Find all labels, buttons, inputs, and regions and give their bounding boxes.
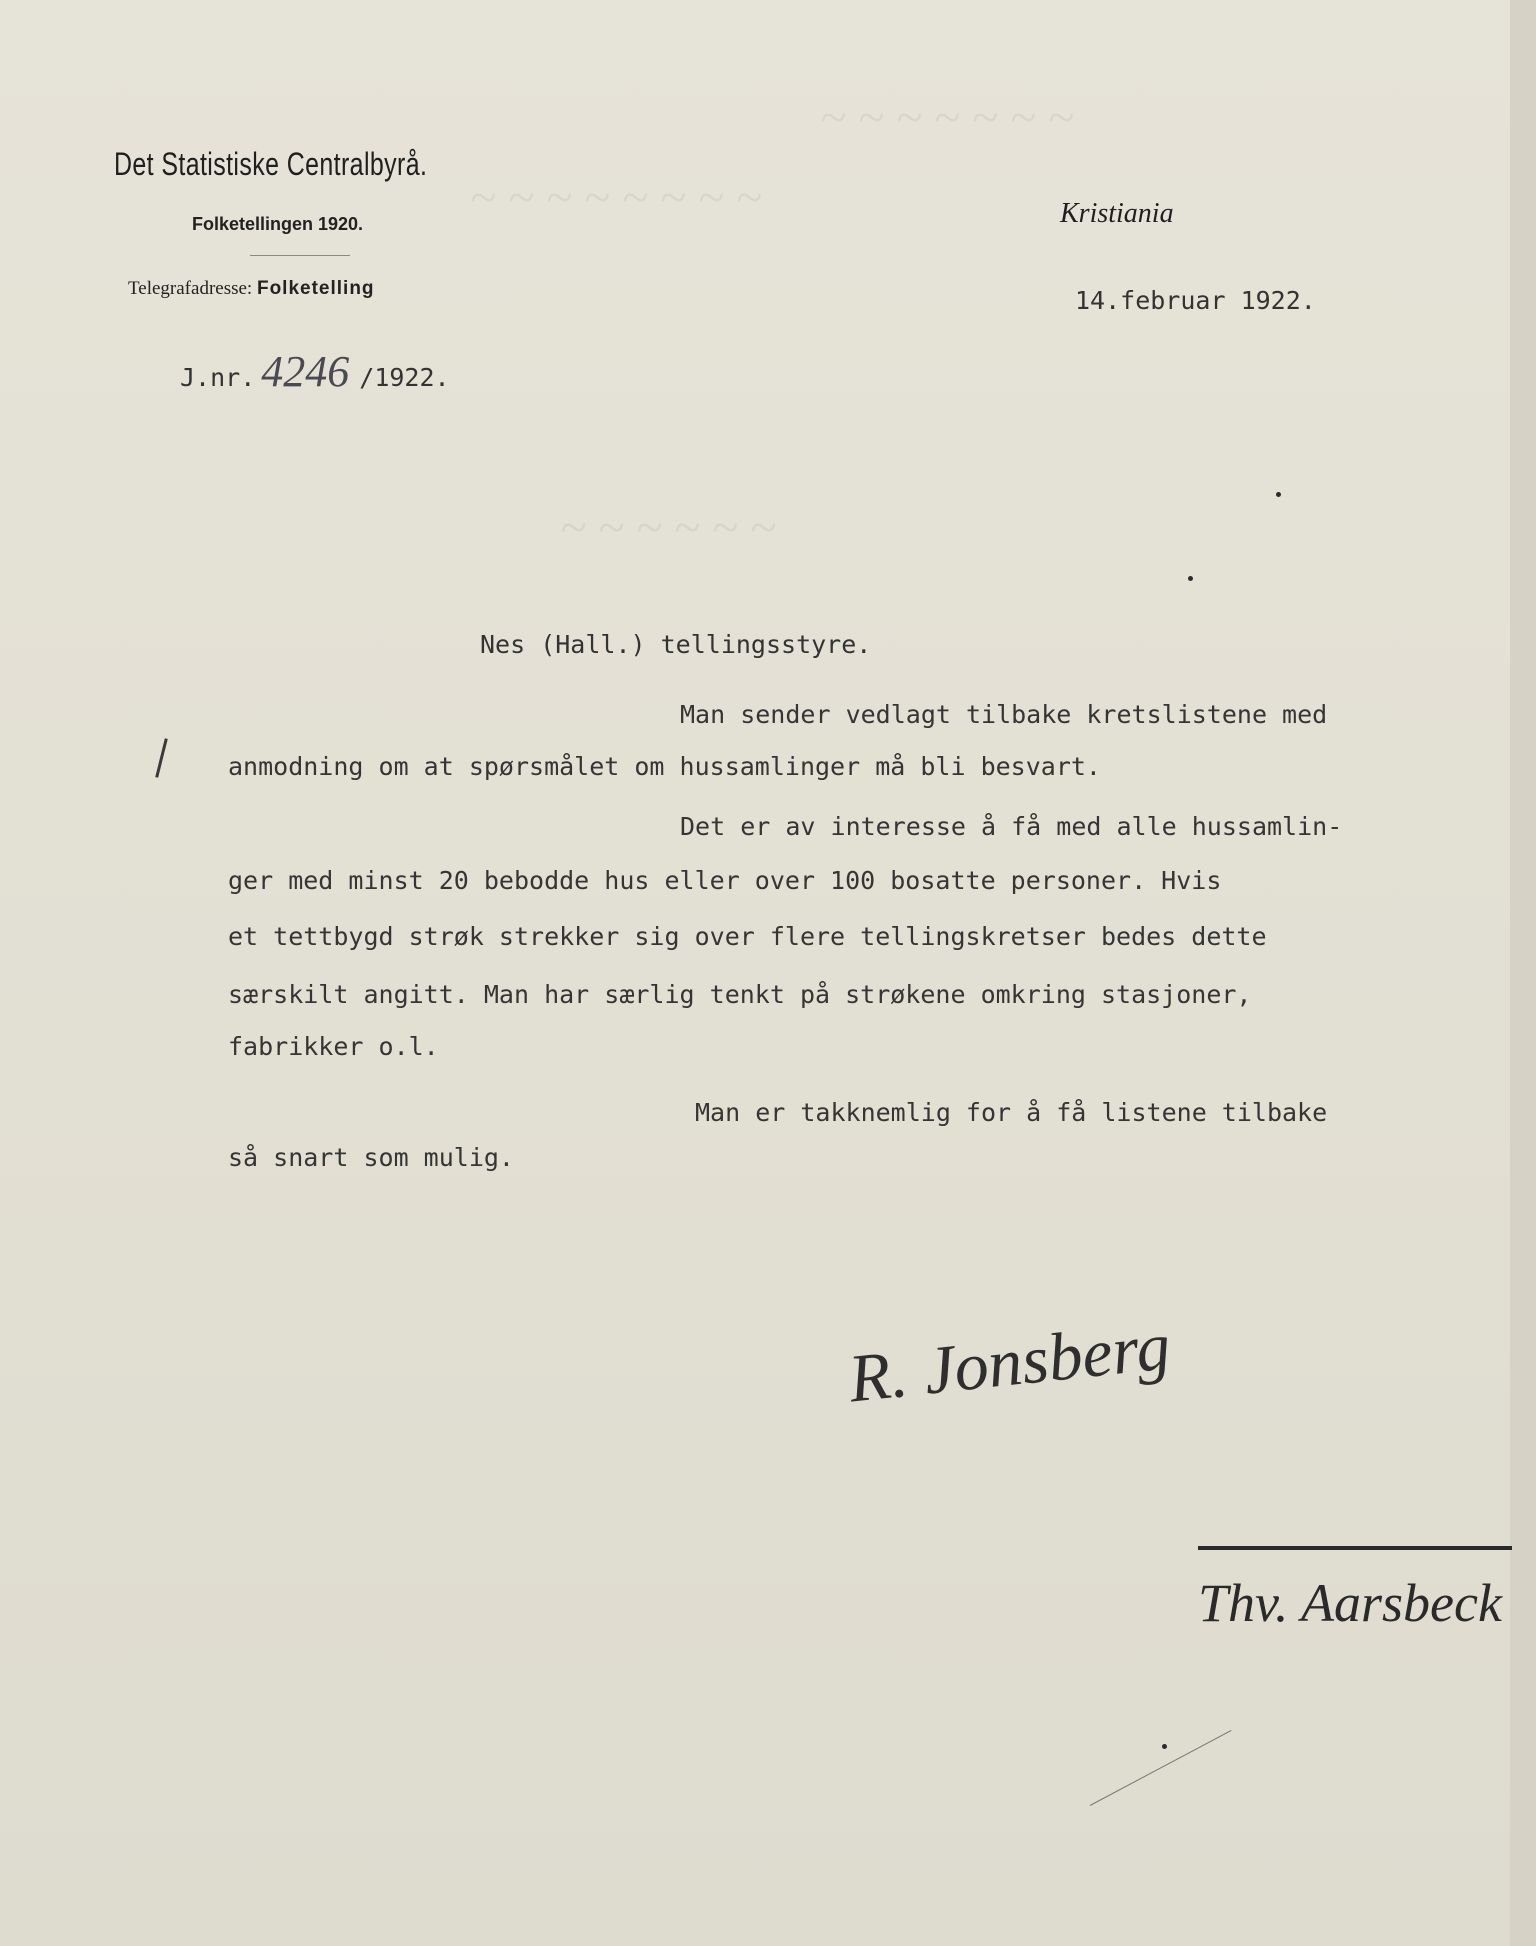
journal-prefix: J.nr.: [180, 363, 256, 392]
journal-year: /1922.: [359, 363, 450, 392]
body-line: anmodning om at spørsmålet om hussamlinger må bli besvart.: [228, 752, 1101, 781]
body-line: ger med minst 20 bebodde hus eller over 100 bosatte personer. Hvis: [228, 866, 1222, 895]
ink-speck: [1276, 492, 1281, 497]
signature-rule: [1198, 1546, 1512, 1550]
body-line: så snart som mulig.: [228, 1143, 514, 1172]
body-line: fabrikker o.l.: [228, 1032, 439, 1061]
telegraph-value: Folketelling: [256, 278, 375, 299]
letterhead-telegraph: [128, 278, 375, 300]
letterhead-census: Folketellingen 1920.: [192, 214, 364, 234]
bleed-through-writing: ~ ~ ~ ~ ~ ~ ~: [820, 91, 1074, 144]
ink-speck: [1188, 576, 1193, 581]
body-line: Det er av interesse å få med alle hussamlin-: [680, 812, 1343, 841]
journal-number: [180, 346, 450, 397]
journal-handwritten-number: 4246: [261, 347, 350, 396]
signature-first: R. Jonsberg: [845, 1307, 1174, 1417]
letterhead-rule: [250, 255, 350, 256]
bleed-through-writing: ~ ~ ~ ~ ~ ~ ~ ~: [470, 171, 762, 224]
bleed-through-writing: ~ ~ ~ ~ ~ ~: [560, 501, 776, 554]
letter-date: 14.februar 1922.: [1075, 286, 1316, 315]
signature-second: Thv. Aarsbeck: [1198, 1573, 1502, 1633]
letterhead-organization: Det Statistiske Centralbyrå.: [114, 146, 428, 182]
body-line: et tettbygd strøk strekker sig over flere tellingskretser bedes dette: [228, 922, 1267, 951]
addressee: Nes (Hall.) tellingsstyre.: [480, 630, 872, 659]
body-line: Man er takknemlig for å få listene tilbake: [695, 1098, 1328, 1127]
body-line: Man sender vedlagt tilbake kretslistene med: [680, 700, 1328, 729]
place-name: Kristiania: [1060, 198, 1174, 229]
ink-speck: [1162, 1744, 1167, 1749]
body-line: særskilt angitt. Man har særlig tenkt på strøkene omkring stasjoner,: [228, 980, 1252, 1009]
paper-edge: [1510, 0, 1536, 1946]
telegraph-label: Telegrafadresse:: [128, 278, 253, 299]
